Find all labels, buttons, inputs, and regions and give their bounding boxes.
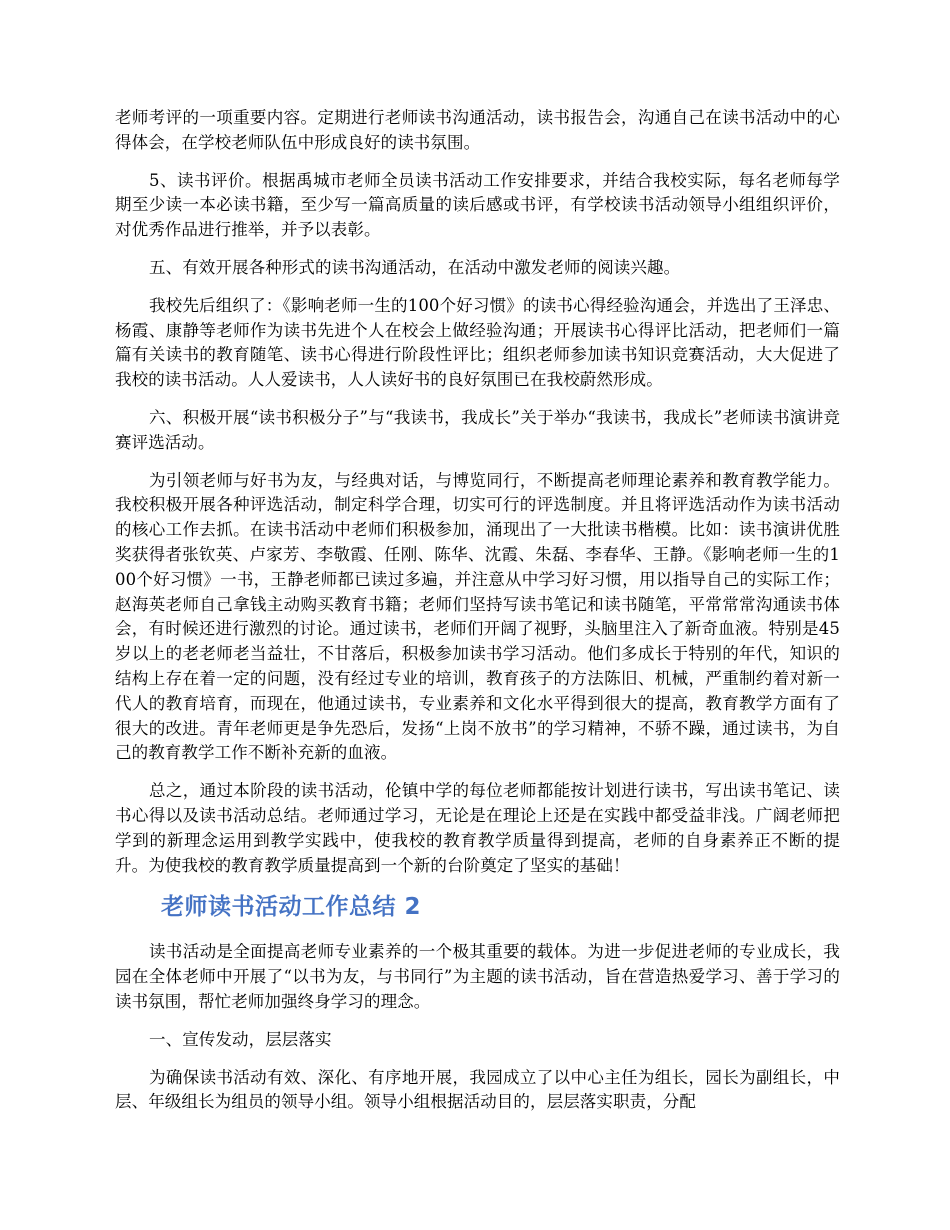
section-heading: 老师读书活动工作总结 2 xyxy=(161,894,422,921)
paragraph-leadership-group: 为确保读书活动有效、深化、有序地开展，我园成立了以中心主任为组长，园长为副组长，中层、年级组长为组员的领导小组。领导小组根据活动目的，层层落实职责，分配 xyxy=(115,1067,840,1112)
paragraph-section-six: 六、积极开展“读书积极分子”与“我读书，我成长”关于举办“我读书，我成长”老师读书演讲竞赛评选活动。 xyxy=(115,407,840,452)
paragraph-organized-activities: 我校先后组织了：《影响老师一生的100个好习惯》的读书心得经验沟通会，并选出了王泽忠、杨霞、康静等老师作为读书先进个人在校会上做经验沟通；开展读书心得评比活动，把老师们一篇篇有关读书的教育随笔、读书心得进行阶段性评比；组织老师参加读书知识竞赛活动，大大促进了我校的读书活动。人人爱读书，人人读好书的良好氛围已在我校蔚然形成。 xyxy=(115,295,840,390)
paragraph-conclusion: 总之，通过本阶段的读书活动，伦镇中学的每位老师都能按计划进行读书，写出读书笔记、读书心得以及读书活动总结。老师通过学习，无论是在理论上还是在实践中都受益非浅。广阔老师把学到的新理念运用到教学实践中，使我校的教育教学质量得到提高，老师的自身素养正不断的提升。为使我校的教育教学质量提高到一个新的台阶奠定了坚实的基础！ xyxy=(115,781,840,875)
document-page xyxy=(115,106,840,1128)
paragraph-selection-activities: 为引领老师与好书为友，与经典对话，与博览同行，不断提高老师理论素养和教育教学能力。我校积极开展各种评选活动，制定科学合理，切实可行的评选制度。并且将评选活动作为读书活动的核心工作去抓。在读书活动中老师们积极参加，涌现出了一大批读书楷模。比如：读书演讲优胜奖获得者张钦英、卢家芳、李敬霞、任刚、陈华、沈霞、朱磊、李春华、王静。《影响老师一生的100个好习惯》一书，王静老师都已读过多遍，并注意从中学习好习惯，用以指导自己的实际工作；赵海英老师自己拿钱主动购买教育书籍；老师们坚持写读书笔记和读书随笔，平常常常沟通读书体会，有时候还进行激烈的讨论。通过读书，老师们开阔了视野，头脑里注入了新奇血液。特别是45岁以上的老老师老当益壮，不甘落后，积极参加读书学习活动。他们多成长于特别的年代，知识的结构上存在着一定的问题，没有经过专业的培训，教育孩子的方法陈旧、机械，严重制约着对新一代人的教育培育，而现在，他通过读书，专业素养和文化水平得到很大的提高，教育教学方面有了很大的改进。青年老师更是争先恐后，发扬“上岗不放书”的学习精神，不骄不躁，通过读书，为自己的教育教学工作不断补充新的血液。 xyxy=(115,470,840,763)
paragraph-subheading-one: 一、宣传发动，层层落实 xyxy=(149,1029,332,1049)
paragraph-continuation: 老师考评的一项重要内容。定期进行老师读书沟通活动，读书报告会，沟通自己在读书活动中的心得体会，在学校老师队伍中形成良好的读书氛围。 xyxy=(115,108,840,152)
paragraph-reading-evaluation: 5、读书评价。根据禹城市老师全员读书活动工作安排要求，并结合我校实际，每名老师每学期至少读一本必读书籍，至少写一篇高质量的读后感或书评，有学校读书活动领导小组组织评价，对优秀作品进行推举，并予以表彰。 xyxy=(115,170,840,240)
paragraph-section-five: 五、有效开展各种形式的读书沟通活动，在活动中激发老师的阅读兴趣。 xyxy=(149,257,681,277)
paragraph-intro: 读书活动是全面提高老师专业素养的一个极其重要的载体。为进一步促进老师的专业成长，我园在全体老师中开展了“以书为友，与书同行”为主题的读书活动，旨在营造热爱学习、善于学习的读书氛围，帮忙老师加强终身学习的理念。 xyxy=(115,942,840,1011)
